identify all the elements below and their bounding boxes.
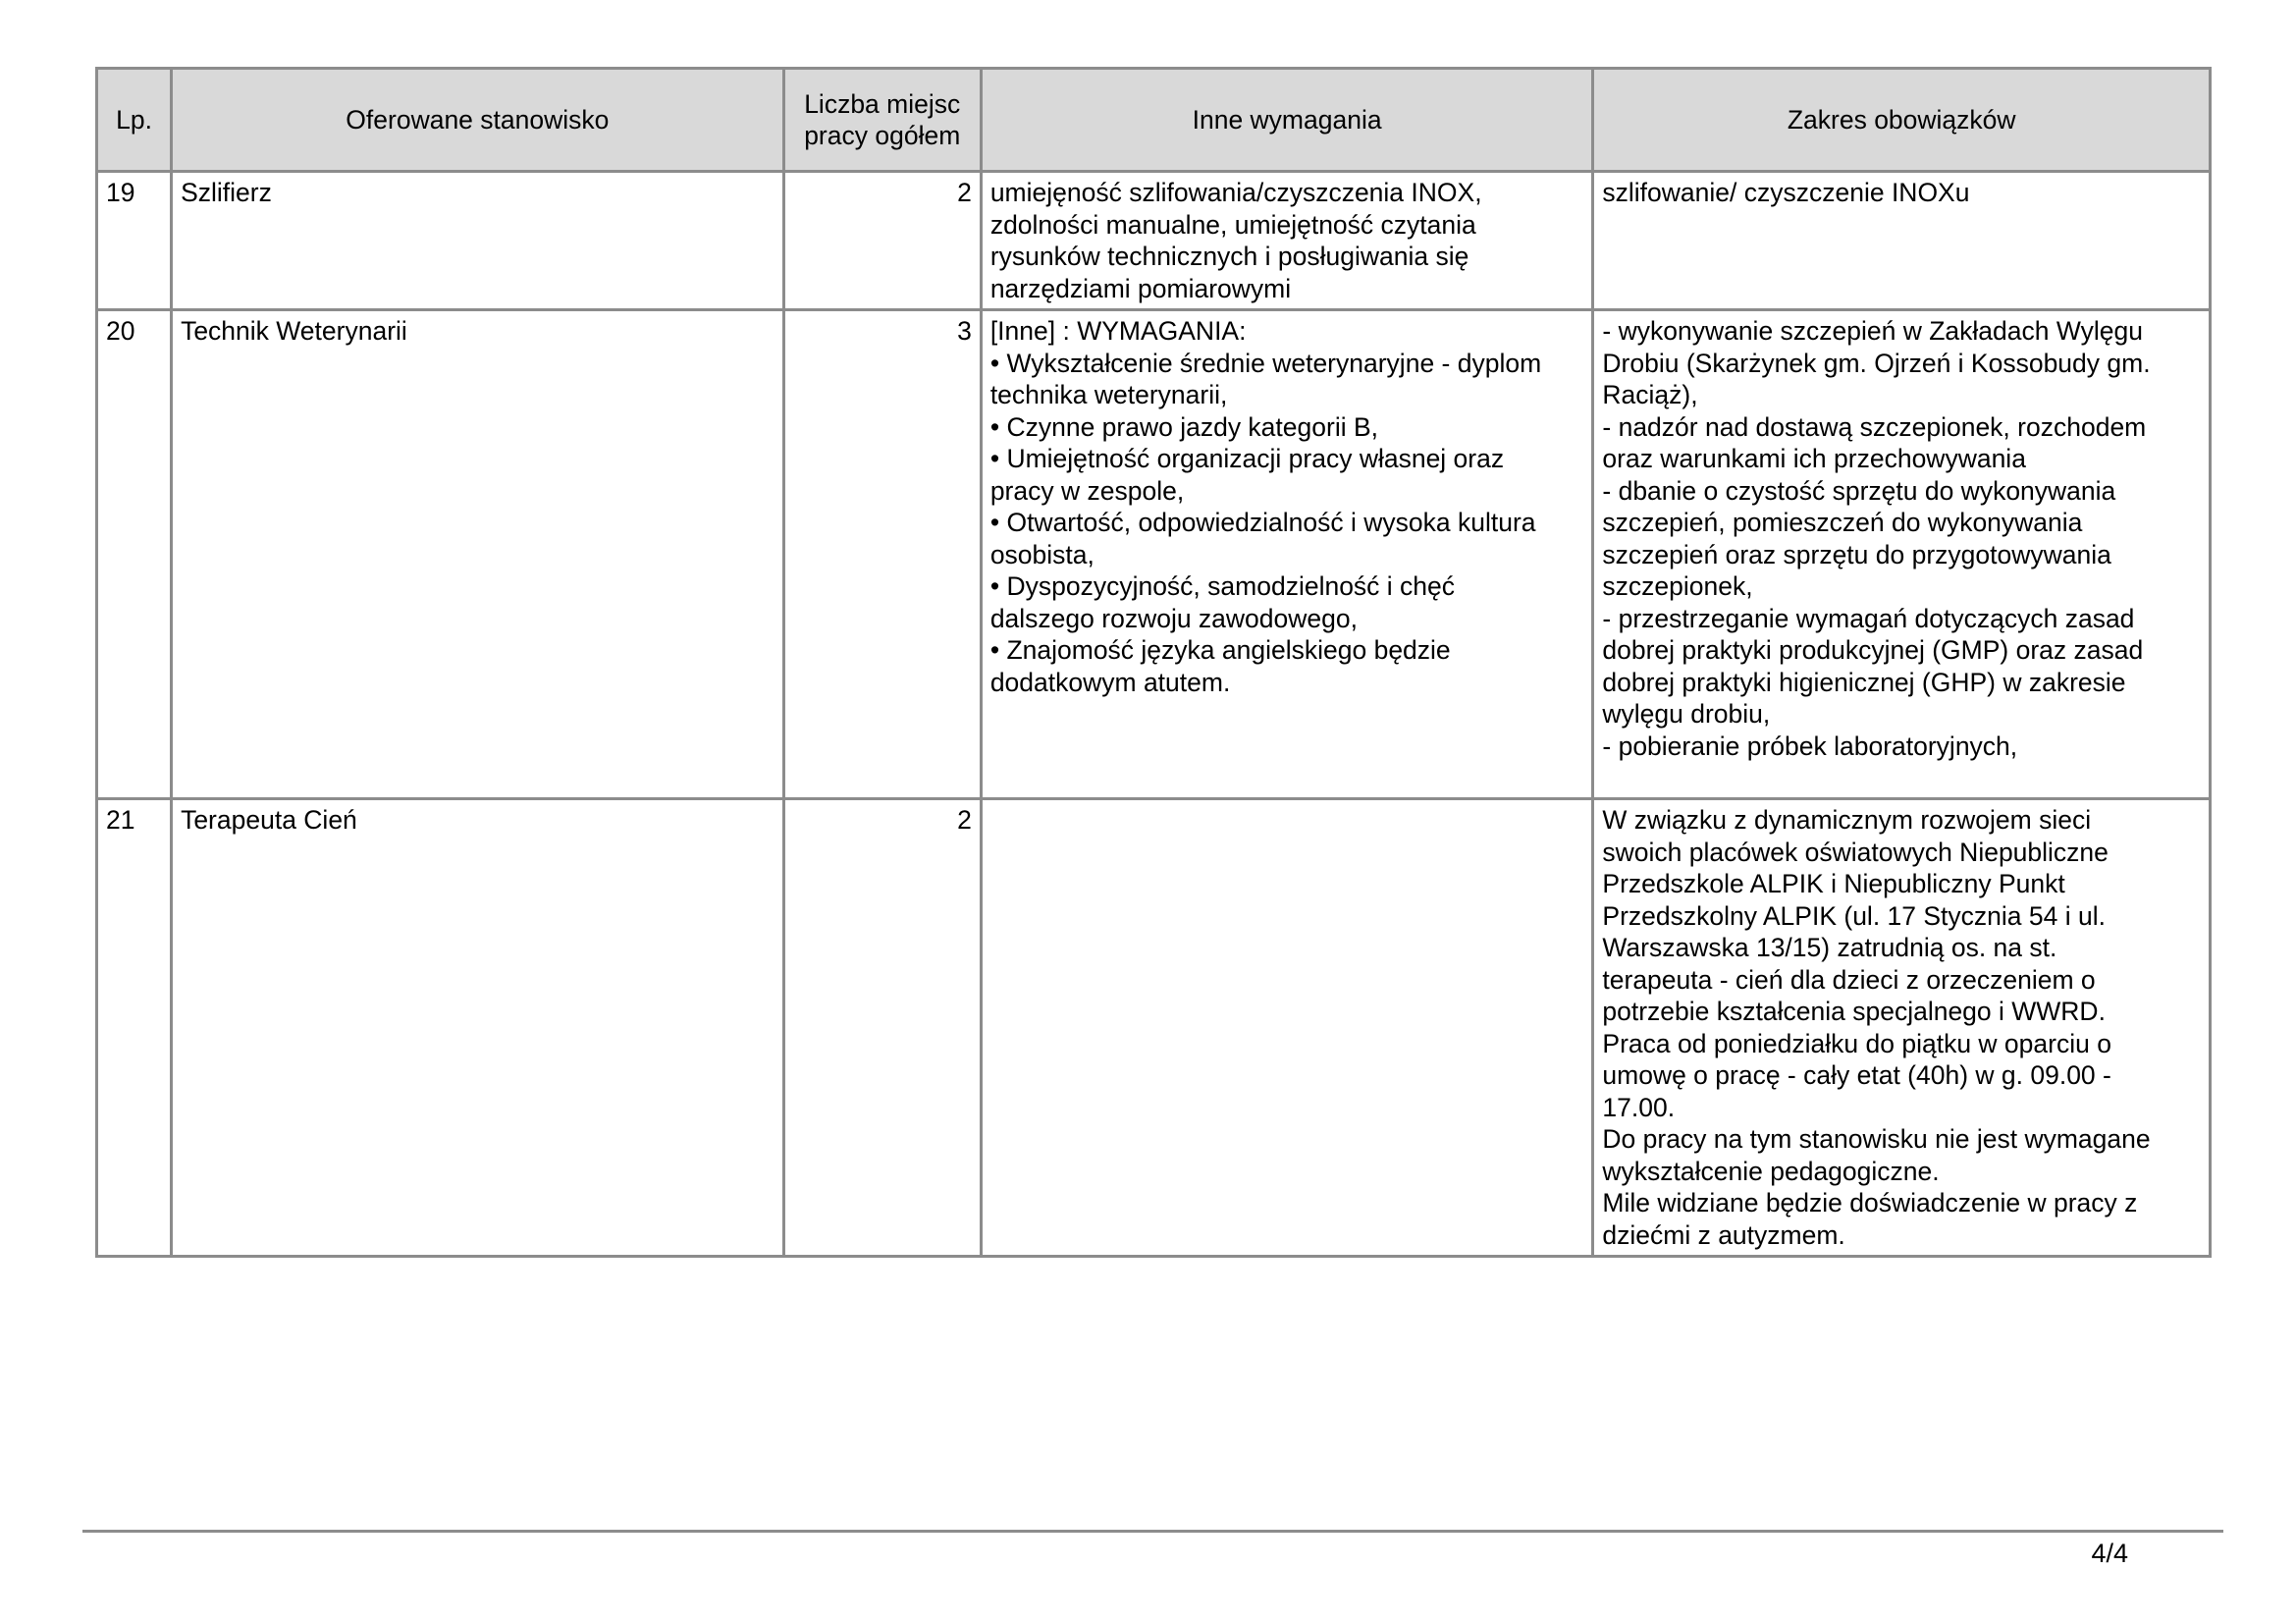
row-count: 2 [783,799,981,1257]
row-position: Szlifierz [172,172,784,310]
row-position: Terapeuta Cień [172,799,784,1257]
row-requirements [981,799,1593,1257]
table-row [97,799,2211,1257]
table-row [97,310,2211,799]
row-count: 2 [783,172,981,310]
footer-divider [82,1530,2223,1533]
row-position: Technik Weterynarii [172,310,784,799]
row-lp: 19 [97,172,172,310]
row-count: 3 [783,310,981,799]
row-lp: 21 [97,799,172,1257]
header-count: Liczba miejsc pracy ogółem [783,69,981,172]
row-lp: 20 [97,310,172,799]
page-number: 4/4 [2091,1539,2128,1568]
row-duties: - wykonywanie szczepień w Zakładach Wylęgu Drobiu (Skarżynek gm. Ojrzeń i Kossobudy gm. Raciąż), - nadzór nad dostawą szczepionek, rozchodem oraz warunkami ich przechowywania - dbanie o czystość sprzętu do wykonywania szczepień, pomieszczeń do wykonywania szczepień oraz sprzętu do przygotowywania szczepionek, - przestrzeganie wymagań dotyczących zasad dobrej praktyki produkcyjnej (GMP) oraz zasad dobrej praktyki higienicznej (GHP) w zakresie wylęgu drobiu, - pobieranie próbek laboratoryjnych, [1593,310,2211,799]
table-row [97,172,2211,310]
table-header-row [97,69,2211,172]
row-duties: W związku z dynamicznym rozwojem sieci swoich placówek oświatowych Niepubliczne Przedszkole ALPIK i Niepubliczny Punkt Przedszkolny ALPIK (ul. 17 Stycznia 54 i ul. Warszawska 13/15) zatrudnią os. na st. terapeuta - cień dla dzieci z orzeczeniem o potrzebie kształcenia specjalnego i WWRD. Praca od poniedziałku do piątku w oparciu o umowę o pracę - cały etat (40h) w g. 09.00 - 17.00. Do pracy na tym stanowisku nie jest wymagane wykształcenie pedagogiczne. Mile widziane będzie doświadczenie w pracy z dziećmi z autyzmem. [1593,799,2211,1257]
row-requirements: [Inne] : WYMAGANIA: • Wykształcenie średnie weterynaryjne - dyplom technika weterynarii, • Czynne prawo jazdy kategorii B, • Umiejętność organizacji pracy własnej oraz pracy w zespole, • Otwartość, odpowiedzialność i wysoka kultura osobista, • Dyspozycyjność, samodzielność i chęć dalszego rozwoju zawodowego, • Znajomość języka angielskiego będzie dodatkowym atutem. [981,310,1593,799]
row-requirements: umiejęność szlifowania/czyszczenia INOX, zdolności manualne, umiejętność czytania rysunków technicznych i posługiwania się narzędziami pomiarowymi [981,172,1593,310]
header-position: Oferowane stanowisko [172,69,784,172]
header-duties: Zakres obowiązków [1593,69,2211,172]
header-lp: Lp. [97,69,172,172]
header-requirements: Inne wymagania [981,69,1593,172]
job-offers-table [95,67,2212,1258]
row-duties: szlifowanie/ czyszczenie INOXu [1593,172,2211,310]
